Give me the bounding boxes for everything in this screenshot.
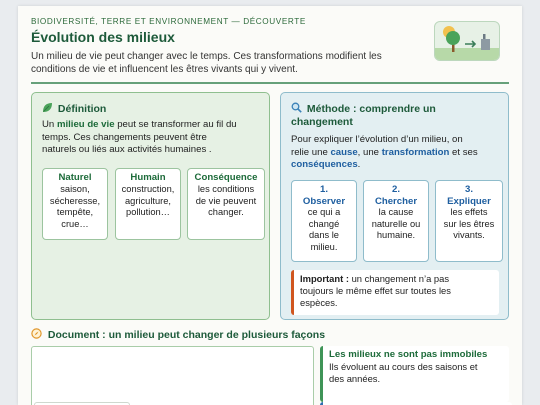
- card-line: agriculture,: [125, 195, 171, 206]
- step-number: 3.: [464, 184, 473, 195]
- intro-text: [31, 50, 421, 76]
- definition-text-part: peut se transformer au fil du: [114, 119, 237, 130]
- step-line: ce qui a: [307, 207, 341, 217]
- card-title: Naturel: [58, 172, 92, 183]
- important-callout: [291, 270, 499, 315]
- step-line: la cause: [378, 207, 414, 217]
- note-title: Les milieux ne sont pas immobiles: [329, 349, 488, 360]
- step-line: dans le: [309, 230, 339, 240]
- definition-cards: [42, 168, 265, 240]
- header: [31, 17, 421, 76]
- key-term-cause: cause: [330, 146, 358, 158]
- section-kicker: BIODIVERSITÉ, TERRE ET ENVIRONNEMENT — DÉCOUVERTE: [31, 17, 306, 26]
- method-steps: [291, 180, 503, 262]
- key-term-milieu: milieu de vie: [56, 119, 115, 130]
- definition-text-part: naturels ou liés aux activités humaines .: [42, 144, 212, 155]
- definition-panel: [31, 92, 270, 320]
- step-expliquer: [435, 180, 503, 262]
- card-line: de vie peuvent: [195, 195, 257, 206]
- note-line: Ils évoluent au cours des saisons et: [329, 361, 478, 372]
- definition-text-part: Un: [42, 119, 57, 130]
- step-number: 2.: [391, 184, 400, 195]
- leaf-icon: [42, 102, 53, 113]
- note-milieux: [320, 346, 509, 402]
- card-title: Humain: [130, 172, 166, 183]
- step-title: Expliquer: [447, 195, 491, 207]
- magnifier-icon: [291, 102, 302, 113]
- compass-icon: [31, 328, 42, 339]
- card-line: construction,: [121, 184, 175, 194]
- step-line: naturelle ou: [371, 218, 421, 229]
- card-line: sécheresse,: [49, 195, 101, 206]
- important-text: espèces.: [300, 297, 338, 308]
- page-title: Évolution des milieux: [31, 29, 175, 45]
- document-figure-frame: [31, 346, 314, 405]
- landscape-illustration: [434, 21, 500, 61]
- method-text-part: , une: [357, 146, 382, 158]
- card-line: saison,: [60, 184, 90, 194]
- step-observer: [291, 180, 357, 262]
- step-chercher: [363, 180, 429, 262]
- card-line: crue…: [61, 218, 89, 229]
- important-label: Important :: [300, 273, 349, 284]
- step-number: 1.: [319, 184, 328, 195]
- card-consequence: [187, 168, 265, 240]
- document-title: [31, 328, 325, 342]
- worksheet-page: [18, 6, 522, 405]
- step-line: milieu.: [310, 241, 338, 252]
- landscape-icon: [435, 22, 499, 60]
- header-divider: [31, 82, 509, 84]
- important-text: un changement n’a pas: [348, 273, 450, 284]
- step-line: changé: [308, 218, 340, 229]
- card-naturel: [42, 168, 108, 240]
- method-title-line-1: Méthode : comprendre un: [306, 103, 436, 115]
- method-text-part: Pour expliquer l’évolution d’un milieu, on: [291, 134, 463, 145]
- intro-line-2: conditions de vie et influencent les êtres vivants qui y vivent.: [31, 64, 298, 75]
- card-humain: [115, 168, 181, 240]
- step-line: sur les êtres: [443, 218, 495, 229]
- definition-title: [42, 102, 106, 116]
- card-line: tempête,: [56, 207, 94, 217]
- card-title: Conséquence: [194, 172, 258, 183]
- note-line: des années.: [329, 373, 381, 384]
- step-line: les effets: [450, 207, 488, 217]
- method-text-part: relie une: [291, 146, 331, 158]
- definition-title-text: Définition: [57, 103, 107, 115]
- key-term-consequences: conséquences: [291, 159, 358, 170]
- definition-text: [42, 119, 264, 157]
- key-term-transformation: transformation: [381, 146, 450, 158]
- card-line: changer.: [208, 207, 244, 217]
- method-text-part: .: [357, 159, 361, 170]
- step-title: Chercher: [374, 195, 418, 207]
- method-panel: [280, 92, 509, 320]
- step-line: vivants.: [453, 230, 485, 240]
- card-line: pollution…: [126, 207, 170, 217]
- step-line: humaine.: [376, 230, 416, 240]
- definition-text-part: temps. Ces changements peuvent être: [42, 131, 207, 143]
- card-line: les conditions: [197, 184, 255, 194]
- method-text: [291, 134, 503, 172]
- method-title-line-2: changement: [291, 116, 353, 128]
- document-title-text: Document : un milieu peut changer de plusieurs façons: [47, 329, 326, 341]
- method-text-part: et ses: [449, 146, 478, 158]
- intro-line-1: Un milieu de vie peut changer avec le temps. Ces transformations modifient les: [31, 51, 382, 62]
- step-title: Observer: [302, 195, 346, 207]
- important-text: toujours le même effet sur toutes les: [300, 285, 451, 296]
- method-title: [291, 102, 501, 129]
